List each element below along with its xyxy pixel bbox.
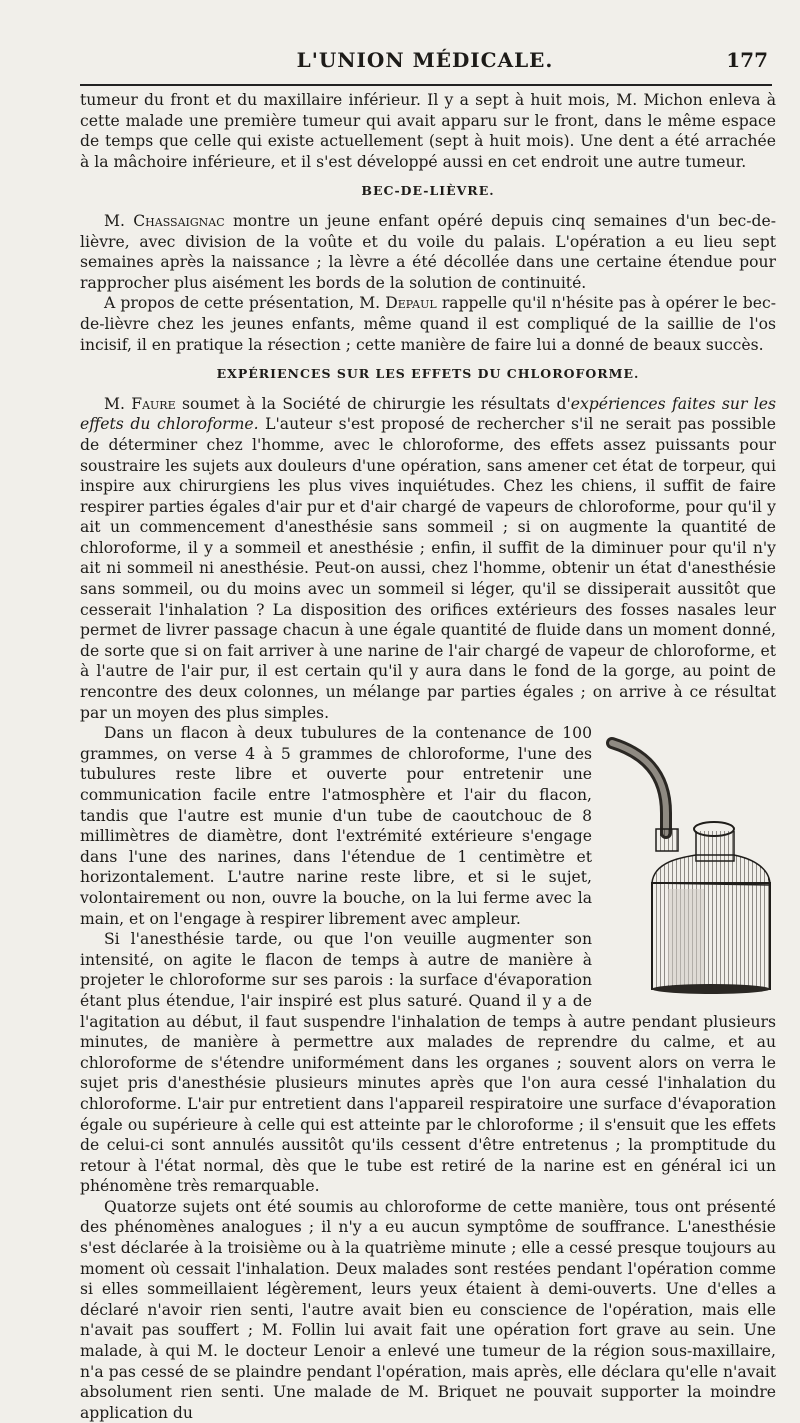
flask-drawing — [604, 733, 776, 995]
author-name-depaul: M. Depaul — [359, 294, 437, 313]
section-heading-bec-de-lievre: BEC-DE-LIÈVRE. — [361, 183, 495, 199]
paragraph-text: soumet à la Société de chirurgie les résultats d' — [175, 394, 571, 413]
flask-illustration — [604, 733, 776, 995]
body-text — [80, 90, 776, 1423]
header-rule — [80, 84, 772, 86]
paragraph-text: montre un jeune enfant opéré depuis cinq semaines d'un bec-de-lièvre, avec division de la voûte et du voile du palais. L'opération a eu lieu sept semaines après la naissance ; la lèvre a été décollée dans une certaine étendue pour rapprocher plus aisément les bords de la solution de continuité. — [80, 211, 776, 292]
journal-title: L'UNION MÉDICALE. — [296, 48, 554, 72]
paragraph-continuation: tumeur du front et du maxillaire inférieur. Il y a sept à huit mois, M. Michon enleva à cette malade une première tumeur qui avait apparu sur le front, dans le même espace de temps que celle qui existe actuellement (sept à huit mois). Une dent a été arrachée à la mâchoire inférieure, et il s'est développé aussi en cet endroit une autre tumeur. — [80, 91, 776, 171]
paragraph-text: rappelle qu'il n'hésite pas à opérer le bec-de-lièvre chez les jeunes enfants, même quand il est compliqué de la saillie de l'os incisif, il en pratique la résection ; cette manière de faire lui a donné de beaux succès. — [80, 294, 776, 354]
paragraph-faure — [80, 394, 776, 724]
paragraph-text: L'auteur s'est proposé de rechercher s'il ne serait pas possible de déterminer chez l'homme, avec le chloroforme, des effets assez puissants pour soustraire les sujets aux douleurs d'une opération, sans amener cet état de torpeur, qui inspire aux chirurgiens les plus vives inquiétudes. Chez les chiens, il suffit de faire respirer parties égales d'air pur et d'air chargé de vapeurs de chloroforme, pour qu'il y ait un commencement d'anesthésie sans sommeil ; si on augmente la quantité de chloroforme, il y a sommeil et anesthésie ; enfin, il suffit de la diminuer pour qu'il n'y ait ni sommeil ni anesthésie. Peut-on aussi, chez l'homme, obtenir un état d'anesthésie sans sommeil, ou du moins avec un sommeil si léger, qu'il se dissiperait aussitôt que cesserait l'inhalation ? La disposition des orifices extérieurs des fosses nasales leur permet de livrer passage chacun à une égale quantité de fluide dans un moment donné, de sorte que si on fait arriver à une narine de l'air chargé de vapeur de chloroforme, et à l'autre de l'air pur, il est certain qu'il y aura dans le fond de la gorge, au point de rencontre des deux colonnes, un mélange par parties égales ; on arrive à ce résultat par un moyen des plus simples. — [80, 415, 777, 722]
paragraph-anesthesie: Si l'anesthésie tarde, ou que l'on veuille augmenter son intensité, on agite le flacon de temps à autre de manière à projeter le chloroforme sur ses parois : la surface d'évaporation étant plus étendue, l'air inspiré est plus saturé. Quand il y a de l'agitation au début, il faut suspendre l'inhalation de temps à autre pendant plusieurs minutes, de manière à permettre aux malades de reprendre du calme, et au chloroforme de s'étendre uniformément dans les organes ; souvent alors on verra le sujet pris d'anesthésie plusieurs minutes après que l'on aura cessé l'inhalation du chloroforme. L'air pur entretient dans l'appareil respiratoire une surface d'évaporation égale ou supérieure à celle qui est atteinte par le chloroforme ; il s'ensuit que les effets de celui-ci sont annulés aussitôt qu'ils cessent d'être entretenus ; la promptitude du retour à l'état normal, dès que le tube est retiré de la narine est en général ici un phénomène très remarquable. — [80, 930, 776, 1196]
page-number: 177 — [726, 48, 768, 72]
paragraph-text: A propos de cette présentation, — [104, 294, 360, 313]
paragraph-quatorze-sujets: Quatorze sujets ont été soumis au chloroforme de cette manière, tous ont présenté des phénomènes analogues ; il n'y a eu aucun symptôme de souffrance. L'anesthésie s'est déclarée à la troisième ou à la quatrième minute ; elle a cessé presque toujours au moment où cessait l'inhalation. Deux malades sont restées pendant l'opération comme si elles sommeillaient légèrement, leurs yeux étaient à demi-ouverts. Une d'elles a déclaré n'avoir rien senti, l'autre avait bien eu conscience de l'opération, mais elle n'avait pas souffert ; M. Follin lui avait fait une opération fort grave au sein. Une malade, à qui M. le docteur Lenoir a enlevé une tumeur de la région sous-maxillaire, n'a pas cessé de se plaindre pendant l'opération, mais après, elle déclara qu'elle n'avait absolument rien senti. Une malade de M. Briquet ne pouvait supporter la moindre application du — [80, 1197, 776, 1422]
italic-title: expériences faites sur les effets du chloroforme. — [80, 394, 776, 434]
author-name-faure: M. Faure — [104, 394, 176, 413]
author-name-chassaignac: M. Chassaignac — [104, 211, 225, 230]
running-header — [80, 44, 770, 74]
paragraph-chassaignac — [80, 211, 776, 293]
paragraph-flacon: Dans un flacon à deux tubulures de la contenance de 100 grammes, on verse 4 à 5 grammes de chloroforme, l'une des tubulures reste libre et ouverte pour entretenir une communication facile entre l'atmosphère et l'air du flacon, tandis que l'autre est munie d'un tube de caoutchouc de 8 millimètres de diamètre, dont l'extrémité extérieure s'engage dans l'une des narines, dans l'étendue de 1 centimètre et horizontalement. L'autre narine reste libre, et si le sujet, volontairement ou non, ouvre la bouche, on la lui ferme avec la main, et on l'engage à respirer librement avec ampleur. — [80, 724, 592, 928]
section-heading-chloroforme: EXPÉRIENCES SUR LES EFFETS DU CHLOROFORME. — [216, 366, 640, 382]
paragraph-depaul — [80, 293, 776, 355]
